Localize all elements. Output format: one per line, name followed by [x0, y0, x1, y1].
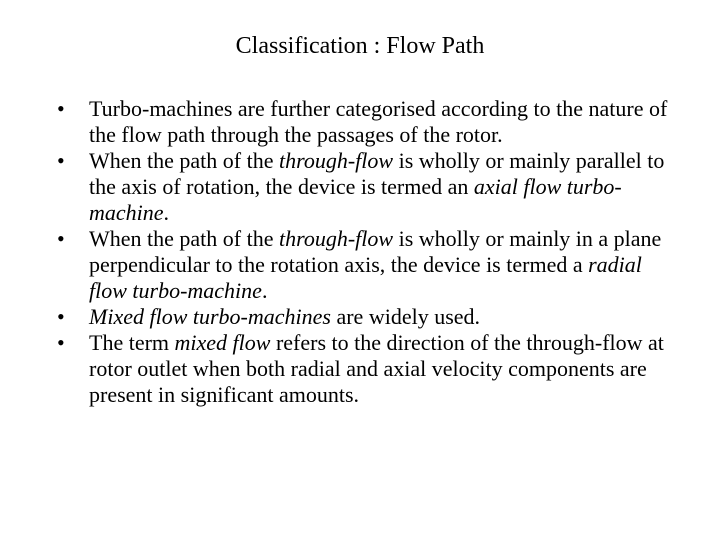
- bullet-point-icon: •: [57, 148, 65, 173]
- bullet-point-icon: •: [57, 330, 65, 355]
- bullet-item: [57, 226, 677, 304]
- text-segment: When the path of the: [89, 148, 279, 173]
- bullet-text: [89, 304, 480, 329]
- italic-term: axial flow turbo-machine: [89, 174, 622, 225]
- bullet-point-icon: •: [57, 226, 65, 251]
- text-segment: The term: [89, 330, 175, 355]
- text-segment: refers to the direction of the through-flow at rotor outlet when both radial and axial velocity components are present in significant amounts.: [89, 330, 664, 407]
- bullet-text: [89, 148, 664, 225]
- bullet-item: [57, 148, 677, 226]
- italic-term: through-flow: [279, 226, 394, 251]
- italic-term: Mixed flow turbo-machines: [89, 304, 331, 329]
- text-segment: is wholly or mainly in a plane perpendicular to the rotation axis, the device is termed a: [89, 226, 662, 277]
- bullet-item: [57, 96, 677, 148]
- italic-term: radial flow turbo-machine: [89, 252, 642, 303]
- bullet-item: [57, 330, 677, 408]
- bullet-point-icon: •: [57, 96, 65, 121]
- bullet-item: [57, 304, 677, 330]
- italic-term: mixed flow: [174, 330, 271, 355]
- bullet-text: [89, 96, 667, 147]
- slide-title: Classification : Flow Path: [235, 33, 485, 59]
- text-segment: .: [163, 200, 170, 225]
- bullet-point-icon: •: [57, 304, 65, 329]
- text-segment: is wholly or mainly parallel to the axis of rotation, the device is termed an: [89, 148, 665, 199]
- italic-term: through-flow: [279, 148, 394, 173]
- text-segment: .: [261, 278, 268, 303]
- bullet-list: [57, 96, 677, 408]
- bullet-text: [89, 330, 664, 407]
- text-segment: are widely used.: [330, 304, 481, 329]
- text-segment: Turbo-machines are further categorised according to the nature of the flow path through the passages of the rotor.: [89, 96, 668, 147]
- text-segment: When the path of the: [89, 226, 279, 251]
- bullet-text: [89, 226, 661, 303]
